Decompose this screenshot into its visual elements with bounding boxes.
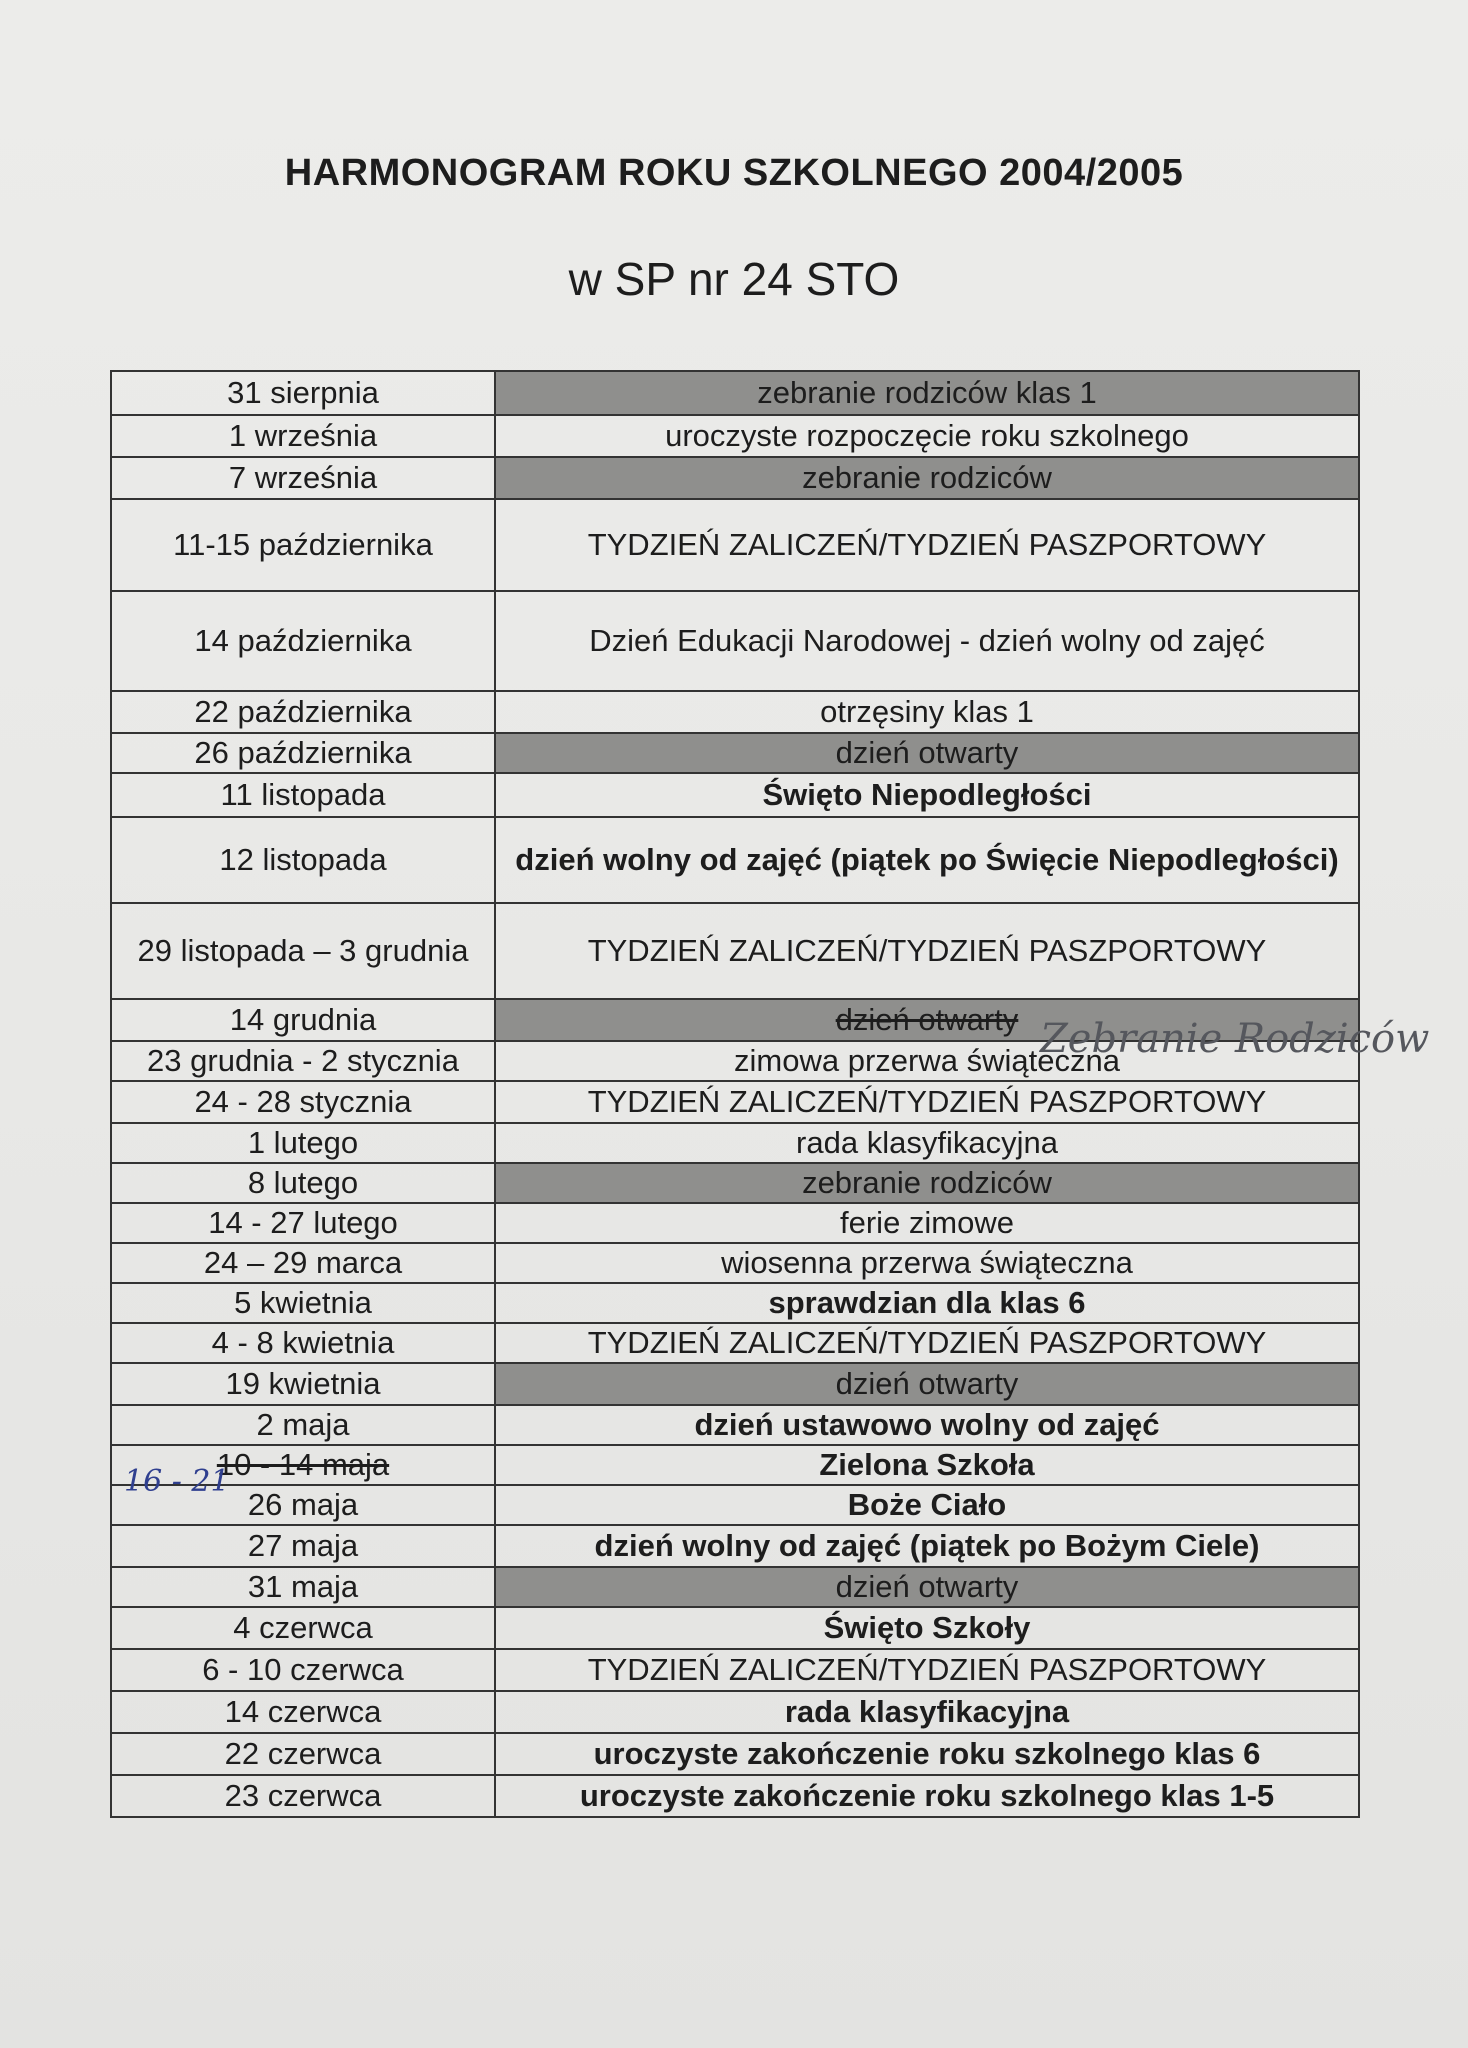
- table-row: [111, 1405, 1359, 1445]
- row-event: rada klasyfikacyjna: [495, 1691, 1359, 1733]
- table-row: [111, 371, 1359, 415]
- row-date: 27 maja: [111, 1525, 495, 1567]
- table-row: [111, 1243, 1359, 1283]
- document-subtitle: w SP nr 24 STO: [568, 253, 900, 305]
- table-row: [111, 1363, 1359, 1405]
- table-row: [111, 1775, 1359, 1817]
- row-date: 26 maja: [111, 1485, 495, 1525]
- row-date: 14 grudnia: [111, 999, 495, 1041]
- table-row: [111, 1163, 1359, 1203]
- row-date: 23 grudnia - 2 stycznia: [111, 1041, 495, 1081]
- row-date: 2 maja: [111, 1405, 495, 1445]
- table-row: [111, 1649, 1359, 1691]
- row-event: zebranie rodziców: [495, 457, 1359, 499]
- schedule-table: [110, 370, 1360, 1818]
- row-event: sprawdzian dla klas 6: [495, 1283, 1359, 1323]
- row-event: ferie zimowe: [495, 1203, 1359, 1243]
- row-date: 31 sierpnia: [111, 371, 495, 415]
- row-date: 19 kwietnia: [111, 1363, 495, 1405]
- table-row: [111, 903, 1359, 999]
- row-date: 11-15 października: [111, 499, 495, 591]
- row-date: 1 lutego: [111, 1123, 495, 1163]
- row-date: 29 listopada – 3 grudnia: [111, 903, 495, 999]
- row-event: dzień otwarty: [495, 1567, 1359, 1607]
- row-date: 26 października: [111, 733, 495, 773]
- row-event: TYDZIEŃ ZALICZEŃ/TYDZIEŃ PASZPORTOWY: [495, 903, 1359, 999]
- table-row: [111, 1733, 1359, 1775]
- table-row: [111, 1203, 1359, 1243]
- row-date: 22 października: [111, 691, 495, 733]
- table-row: [111, 1445, 1359, 1485]
- row-date: 11 listopada: [111, 773, 495, 817]
- row-event: zebranie rodziców: [495, 1163, 1359, 1203]
- row-event: zimowa przerwa świąteczna: [495, 1041, 1359, 1081]
- row-date: 12 listopada: [111, 817, 495, 903]
- row-date: 8 lutego: [111, 1163, 495, 1203]
- row-event: dzień otwarty: [495, 1363, 1359, 1405]
- row-event: Święto Szkoły: [495, 1607, 1359, 1649]
- row-date: 24 - 28 stycznia: [111, 1081, 495, 1123]
- row-date: 23 czerwca: [111, 1775, 495, 1817]
- table-row: [111, 773, 1359, 817]
- row-event: Święto Niepodległości: [495, 773, 1359, 817]
- table-row: [111, 691, 1359, 733]
- row-event: rada klasyfikacyjna: [495, 1123, 1359, 1163]
- row-event: otrzęsiny klas 1: [495, 691, 1359, 733]
- row-event: Boże Ciało: [495, 1485, 1359, 1525]
- table-row: [111, 457, 1359, 499]
- row-event: Zielona Szkoła: [495, 1445, 1359, 1485]
- table-row: [111, 415, 1359, 457]
- table-row: [111, 499, 1359, 591]
- row-event: uroczyste rozpoczęcie roku szkolnego: [495, 415, 1359, 457]
- table-row: [111, 1691, 1359, 1733]
- row-date: 22 czerwca: [111, 1733, 495, 1775]
- table-row: [111, 1607, 1359, 1649]
- row-date: 14 czerwca: [111, 1691, 495, 1733]
- table-row: [111, 1525, 1359, 1567]
- row-event: TYDZIEŃ ZALICZEŃ/TYDZIEŃ PASZPORTOWY: [495, 1323, 1359, 1363]
- struck-date-text: 10 - 14 maja: [216, 1447, 390, 1482]
- row-date: 1 września: [111, 415, 495, 457]
- row-date: 31 maja: [111, 1567, 495, 1607]
- row-event: TYDZIEŃ ZALICZEŃ/TYDZIEŃ PASZPORTOWY: [495, 1081, 1359, 1123]
- row-event: dzień otwarty: [495, 733, 1359, 773]
- row-date: 24 – 29 marca: [111, 1243, 495, 1283]
- row-event: zebranie rodziców klas 1: [495, 371, 1359, 415]
- table-row: [111, 1283, 1359, 1323]
- table-row: [111, 591, 1359, 691]
- row-event: Dzień Edukacji Narodowej - dzień wolny od zajęć: [495, 591, 1359, 691]
- row-event: uroczyste zakończenie roku szkolnego klas 1-5: [495, 1775, 1359, 1817]
- handwritten-note-date-correction: 16 - 21: [124, 1464, 230, 1499]
- row-date: 4 czerwca: [111, 1607, 495, 1649]
- table-row: [111, 1485, 1359, 1525]
- row-event: dzień wolny od zajęć (piątek po Bożym Ciele): [495, 1525, 1359, 1567]
- row-date: 7 września: [111, 457, 495, 499]
- row-date: 14 - 27 lutego: [111, 1203, 495, 1243]
- row-event: wiosenna przerwa świąteczna: [495, 1243, 1359, 1283]
- row-date: 4 - 8 kwietnia: [111, 1323, 495, 1363]
- struck-event-text: dzień otwarty: [835, 1002, 1019, 1037]
- row-date: 6 - 10 czerwca: [111, 1649, 495, 1691]
- table-row: [111, 817, 1359, 903]
- handwritten-note-parents-meeting: Zebranie Rodziców: [1040, 1016, 1430, 1062]
- row-event: uroczyste zakończenie roku szkolnego klas 6: [495, 1733, 1359, 1775]
- row-event: TYDZIEŃ ZALICZEŃ/TYDZIEŃ PASZPORTOWY: [495, 1649, 1359, 1691]
- table-row: [111, 1123, 1359, 1163]
- table-row: [111, 733, 1359, 773]
- row-event: TYDZIEŃ ZALICZEŃ/TYDZIEŃ PASZPORTOWY: [495, 499, 1359, 591]
- row-event: dzień ustawowo wolny od zajęć: [495, 1405, 1359, 1445]
- row-date: 14 października: [111, 591, 495, 691]
- row-date: 5 kwietnia: [111, 1283, 495, 1323]
- table-row: [111, 1081, 1359, 1123]
- table-row: [111, 1323, 1359, 1363]
- document-title: HARMONOGRAM ROKU SZKOLNEGO 2004/2005: [284, 152, 1184, 194]
- table-row: [111, 1567, 1359, 1607]
- row-event: dzień wolny od zajęć (piątek po Święcie Niepodległości): [495, 817, 1359, 903]
